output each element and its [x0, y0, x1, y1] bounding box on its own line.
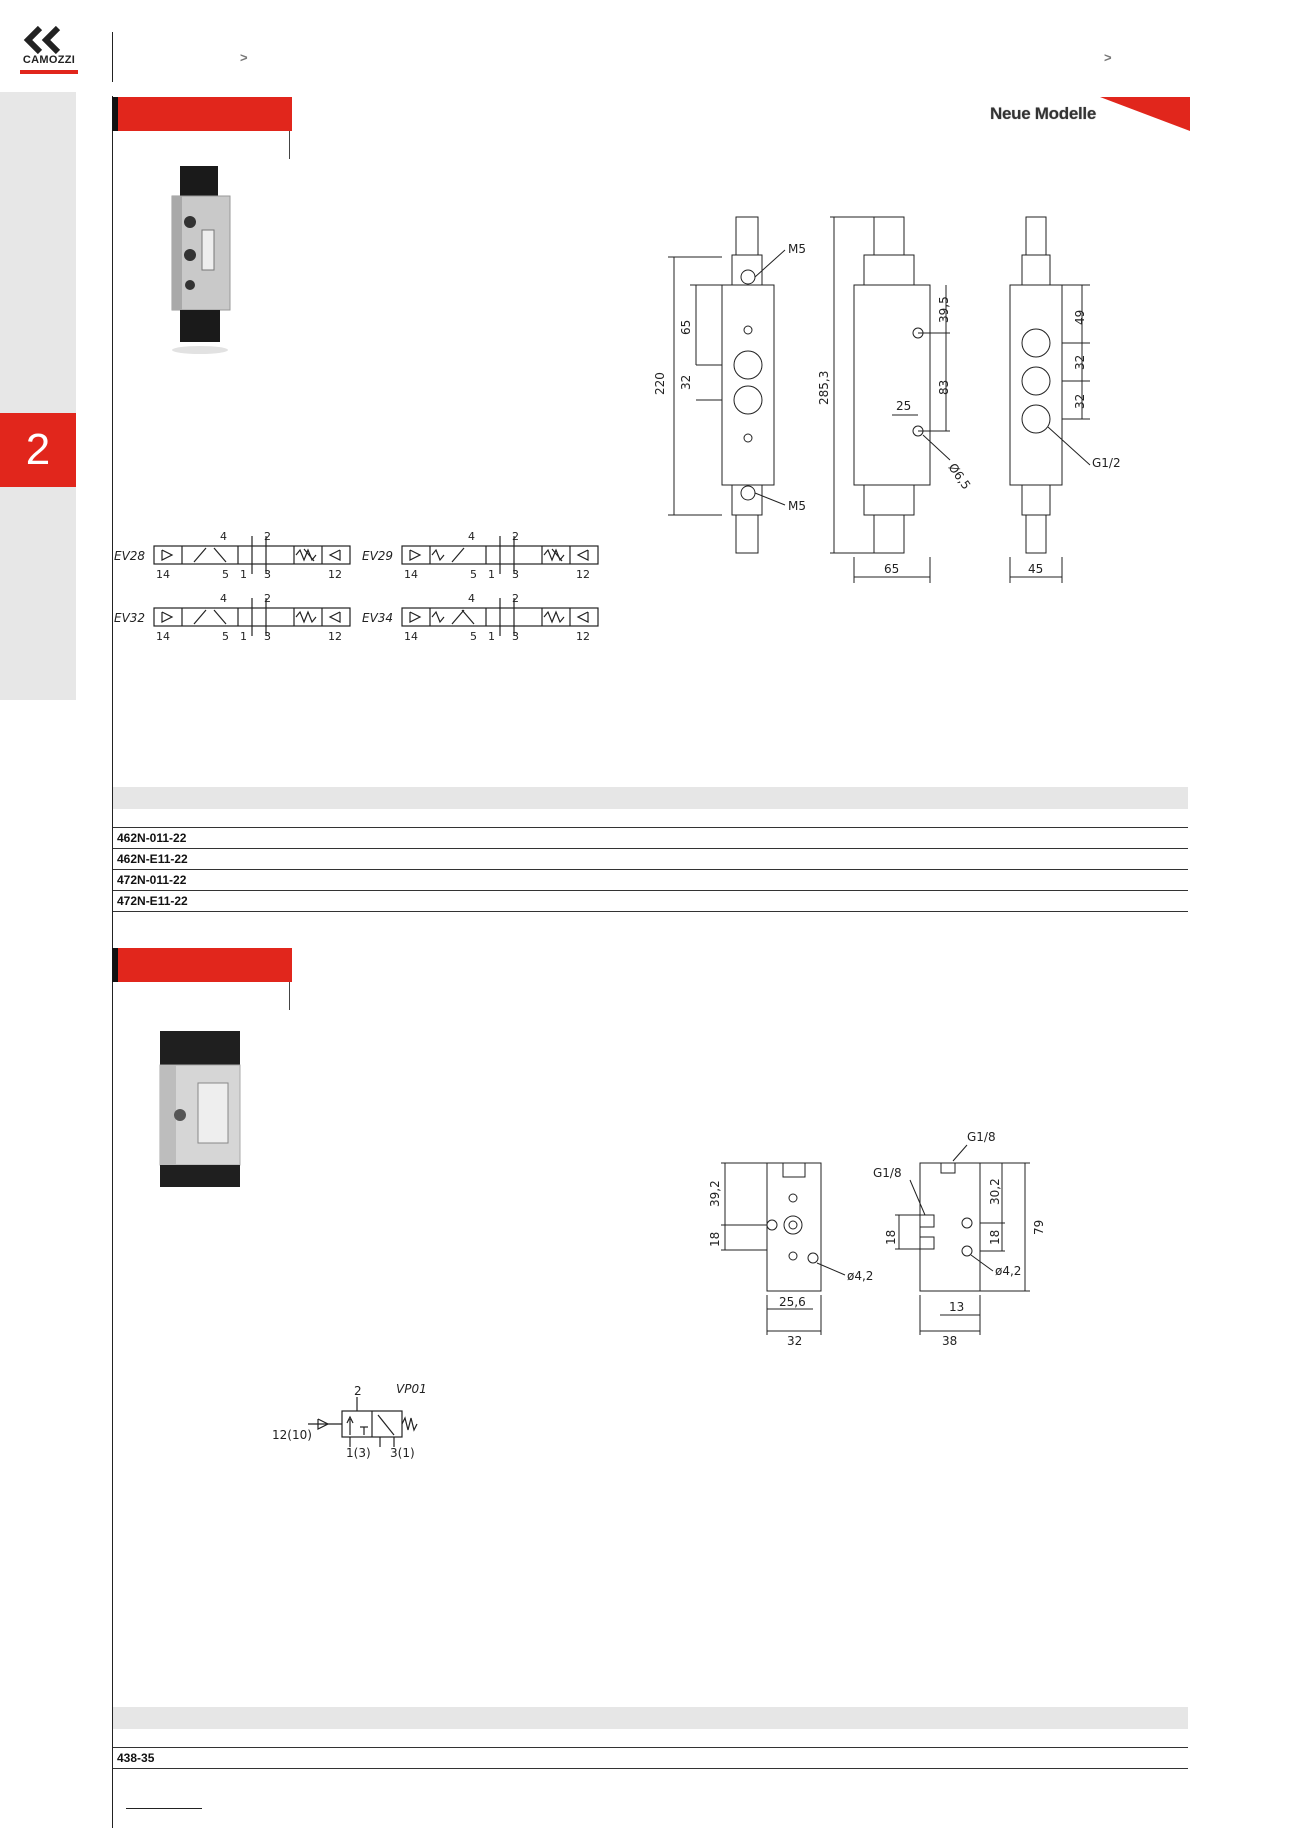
- svg-text:18: 18: [708, 1231, 722, 1247]
- svg-text:2: 2: [264, 530, 271, 543]
- header-divider: [112, 32, 113, 82]
- table-row: 472N-011-22: [113, 870, 1188, 891]
- svg-text:38: 38: [942, 1334, 958, 1348]
- svg-text:65: 65: [679, 319, 693, 335]
- svg-text:32: 32: [679, 374, 693, 390]
- svg-text:32: 32: [787, 1334, 803, 1348]
- svg-text:5: 5: [222, 630, 229, 643]
- svg-text:2: 2: [354, 1384, 362, 1398]
- svg-text:1: 1: [240, 568, 247, 581]
- svg-text:18: 18: [884, 1229, 898, 1245]
- valve-symbols-diagram: [112, 510, 602, 645]
- table-row: 462N-E11-22: [113, 849, 1188, 870]
- svg-text:Ø6,5: Ø6,5: [945, 460, 974, 493]
- svg-text:4: 4: [468, 592, 475, 605]
- valve-dimension-drawing: [650, 205, 1150, 595]
- svg-text:1: 1: [488, 568, 495, 581]
- svg-text:5: 5: [470, 630, 477, 643]
- svg-text:12: 12: [576, 568, 590, 581]
- logo-mark-icon: [18, 26, 80, 54]
- svg-text:5: 5: [222, 568, 229, 581]
- svg-text:49: 49: [1073, 309, 1087, 325]
- svg-text:30,2: 30,2: [988, 1178, 1002, 1205]
- valve-product-photo: [160, 160, 240, 355]
- table-row: 472N-E11-22: [113, 891, 1188, 912]
- svg-text:14: 14: [404, 568, 418, 581]
- badge-triangle-icon: [1100, 97, 1190, 131]
- camozzi-logo: [18, 26, 80, 78]
- svg-text:65: 65: [884, 562, 900, 576]
- brand-name: CAMOZZI: [22, 54, 76, 66]
- svg-text:1: 1: [240, 630, 247, 643]
- svg-text:G1/8: G1/8: [873, 1166, 902, 1180]
- svg-text:220: 220: [653, 372, 667, 395]
- vp01-symbol-diagram: [270, 1375, 440, 1460]
- breadcrumb-chevron-left[interactable]: >: [240, 50, 248, 65]
- svg-text:ø4,2: ø4,2: [847, 1269, 874, 1283]
- svg-text:3: 3: [264, 630, 271, 643]
- svg-text:1: 1: [488, 630, 495, 643]
- svg-text:5: 5: [470, 568, 477, 581]
- svg-text:13: 13: [949, 1300, 965, 1314]
- new-models-label: Neue Modelle: [990, 104, 1096, 123]
- svg-text:12(10): 12(10): [272, 1428, 312, 1442]
- svg-text:25: 25: [896, 399, 912, 413]
- svg-text:3(1): 3(1): [390, 1446, 415, 1460]
- section1-header-red: [118, 97, 292, 131]
- svg-text:83: 83: [937, 379, 951, 395]
- section2-header-red: [118, 948, 292, 982]
- svg-text:3: 3: [512, 568, 519, 581]
- svg-text:39,5: 39,5: [937, 296, 951, 323]
- svg-text:G1/8: G1/8: [967, 1130, 996, 1144]
- svg-text:4: 4: [220, 592, 227, 605]
- svg-text:18: 18: [988, 1229, 1002, 1245]
- svg-text:VP01: VP01: [396, 1382, 427, 1396]
- symbol-label-ev28: EV28: [114, 549, 146, 563]
- svg-text:3: 3: [264, 568, 271, 581]
- table-subheader: [113, 1729, 1188, 1748]
- section2-table: [113, 1707, 1188, 1769]
- svg-text:285,3: 285,3: [817, 370, 831, 405]
- symbol-label-ev29: EV29: [362, 549, 394, 563]
- svg-text:79: 79: [1032, 1219, 1046, 1235]
- symbol-label-ev34: EV34: [362, 611, 394, 625]
- section1-table: [113, 787, 1188, 912]
- table-row: 438-35: [113, 1748, 1188, 1769]
- breadcrumb-chevron-right[interactable]: >: [1104, 50, 1112, 65]
- svg-text:12: 12: [328, 568, 342, 581]
- svg-text:2: 2: [512, 592, 519, 605]
- svg-text:2: 2: [512, 530, 519, 543]
- footer-line: [126, 1808, 202, 1809]
- table-header: [113, 787, 1188, 809]
- svg-text:G1/2: G1/2: [1092, 456, 1121, 470]
- pneumatic-valve-dimensions: [705, 1125, 1095, 1350]
- svg-text:32: 32: [1073, 354, 1087, 370]
- svg-text:M5: M5: [788, 499, 806, 513]
- table-header: [113, 1707, 1188, 1729]
- svg-text:14: 14: [156, 568, 170, 581]
- svg-text:M5: M5: [788, 242, 806, 256]
- new-models-badge: [1100, 97, 1190, 131]
- chapter-sidebar: [0, 92, 76, 700]
- svg-text:4: 4: [468, 530, 475, 543]
- svg-text:25,6: 25,6: [779, 1295, 806, 1309]
- chapter-number[interactable]: 2: [0, 413, 76, 487]
- table-subheader: [113, 809, 1188, 828]
- svg-text:39,2: 39,2: [708, 1180, 722, 1207]
- svg-text:ø4,2: ø4,2: [995, 1264, 1022, 1278]
- svg-text:12: 12: [576, 630, 590, 643]
- svg-text:45: 45: [1028, 562, 1044, 576]
- svg-text:2: 2: [264, 592, 271, 605]
- svg-text:4: 4: [220, 530, 227, 543]
- svg-text:14: 14: [156, 630, 170, 643]
- svg-text:1(3): 1(3): [346, 1446, 371, 1460]
- svg-text:3: 3: [512, 630, 519, 643]
- symbol-label-ev32: EV32: [114, 611, 146, 625]
- svg-text:12: 12: [328, 630, 342, 643]
- brand-underline: [20, 70, 78, 74]
- svg-text:14: 14: [404, 630, 418, 643]
- svg-text:32: 32: [1073, 393, 1087, 409]
- table-row: 462N-011-22: [113, 828, 1188, 849]
- pneumatic-valve-photo: [150, 1025, 250, 1195]
